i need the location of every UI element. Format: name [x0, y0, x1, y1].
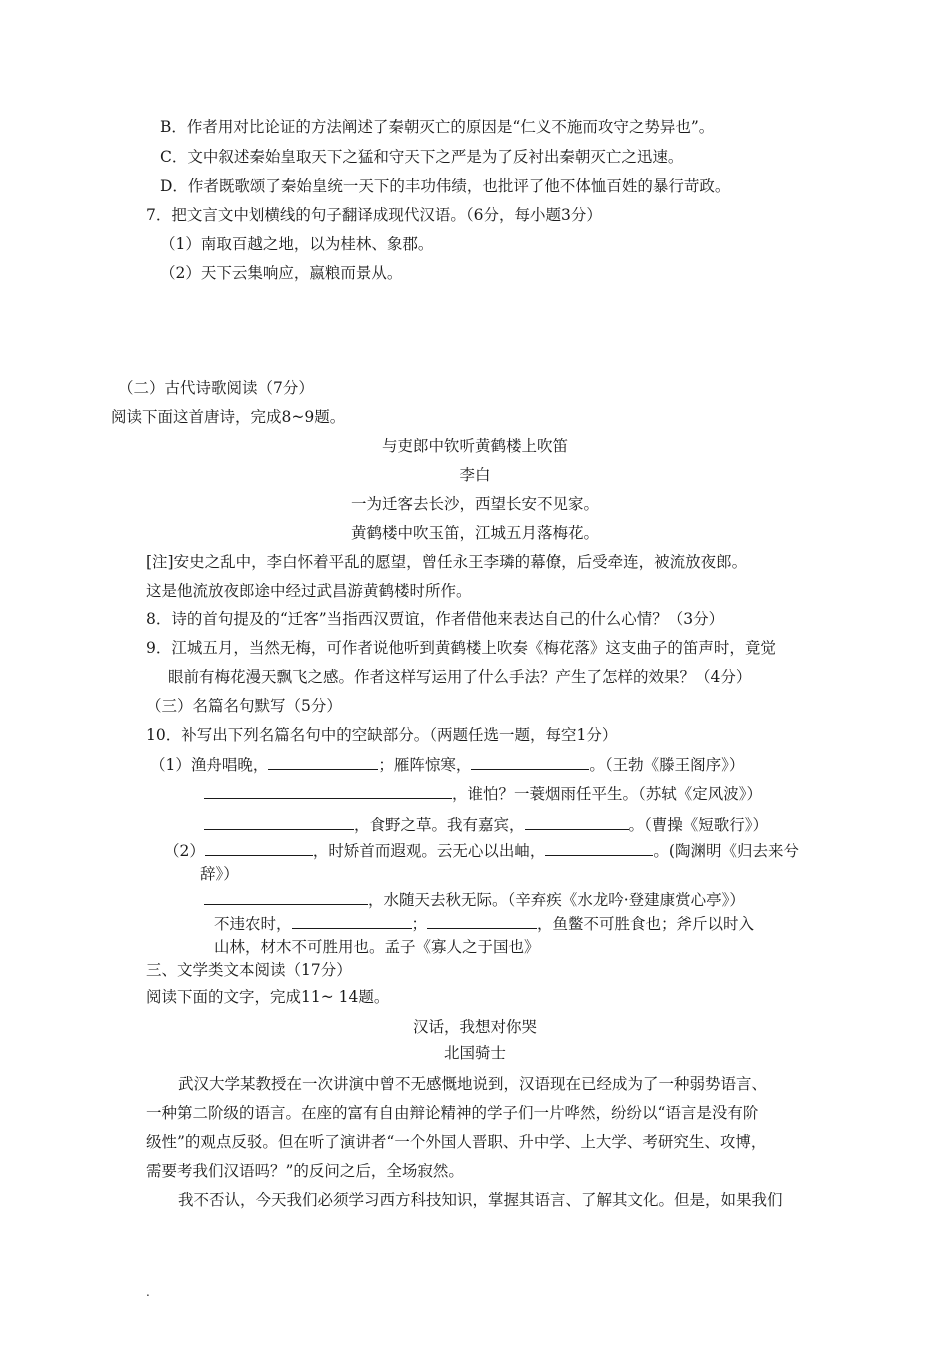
recite-text: 。（曹操《短歌行》）	[628, 816, 769, 834]
q8-stem: 8．诗的首句提及的“迁客”当指西汉贾谊，作者借他来表达自己的什么心情？（3分）	[146, 610, 725, 628]
article-paragraph-1: 需要考我们汉语吗？”的反问之后，全场寂然。	[146, 1162, 464, 1180]
q6-option-b: B．作者用对比论证的方法阐述了秦朝灭亡的原因是“仁义不施而攻守之势异也”。	[160, 118, 715, 136]
literary-heading: 三、文学类文本阅读（17分）	[146, 961, 352, 979]
recite-line-6	[214, 913, 754, 934]
article-paragraph-1: 武汉大学某教授在一次讲演中曾不无感慨地说到，汉语现在已经成为了一种弱势语言、	[178, 1075, 768, 1093]
q6-option-d: D．作者既歌颂了秦始皇统一天下的丰功伟绩，也批评了他不体恤百姓的暴行苛政。	[160, 177, 731, 195]
article-author: 北国骑士	[443, 1044, 506, 1062]
article-paragraph-1: 级性”的观点反驳。但在听了演讲者“一个外国人晋职、升中学、上大学、考研究生、攻博，	[146, 1133, 767, 1151]
poem-note-1: [注]安史之乱中，李白怀着平乱的愿望，曾任永王李璘的幕僚，后受牵连，被流放夜郎。	[146, 553, 748, 571]
recite-text: 。(陶渊明《归去来兮	[653, 842, 799, 860]
recite-text: （1）渔舟唱晚，	[150, 756, 269, 774]
q9-stem-line-2: 眼前有梅花漫天飘飞之感。作者这样写运用了什么手法？产生了怎样的效果？（4分）	[168, 668, 752, 686]
recite-text: ，谁怕？一蓑烟雨任平生。（苏轼《定风波》）	[452, 785, 763, 803]
q7-stem: 7．把文言文中划横线的句子翻译成现代汉语。（6分，每小题3分）	[146, 206, 602, 224]
page-footer-dot: .	[146, 1285, 150, 1299]
article-paragraph-1: 一种第二阶级的语言。在座的富有自由辩论精神的学子们一片哗然，纷纷以“语言是没有阶	[146, 1104, 759, 1122]
answer-blank[interactable]	[204, 889, 368, 905]
recite-line-2	[204, 783, 762, 804]
article-paragraph-2: 我不否认，今天我们必须学习西方科技知识，掌握其语言、了解其文化。但是，如果我们	[178, 1191, 783, 1209]
recite-text: ，食野之草。我有嘉宾，	[354, 816, 525, 834]
q7-sentence-1: （1）南取百越之地，以为桂林、象郡。	[160, 235, 434, 253]
q7-sentence-2: （2）天下云集响应，嬴粮而景从。	[160, 264, 403, 282]
answer-blank[interactable]	[427, 913, 537, 929]
literary-intro: 阅读下面的文字，完成11~ 14题。	[146, 988, 390, 1006]
poetry-heading: （二）古代诗歌阅读（7分）	[118, 379, 314, 397]
poem-note-2: 这是他流放夜郎途中经过武昌游黄鹤楼时所作。	[146, 582, 472, 600]
answer-blank[interactable]	[545, 840, 653, 856]
recite-text: ，水随天去秋无际。（辛弃疾《水龙吟·登建康赏心亭》）	[368, 891, 745, 909]
answer-blank[interactable]	[205, 840, 313, 856]
poem-title: 与吏郎中钦听黄鹤楼上吹笛	[381, 437, 568, 455]
recite-text: ，时矫首而遐观。云无心以出岫，	[312, 842, 546, 860]
poem-line-2: 黄鹤楼中吹玉笛，江城五月落梅花。	[350, 524, 599, 542]
recite-text: ；	[411, 915, 428, 933]
recite-line-4-cont: 辞》）	[200, 865, 239, 883]
recite-line-3	[204, 814, 768, 835]
recite-line-1	[150, 754, 744, 775]
recite-text: （2）	[164, 842, 205, 860]
poem-line-1: 一为迁客去长沙，西望长安不见家。	[350, 495, 599, 513]
poetry-intro: 阅读下面这首唐诗，完成8~9题。	[111, 408, 346, 426]
recite-text: ；雁阵惊寒，	[378, 756, 472, 774]
recite-line-5	[204, 889, 745, 910]
recite-line-4	[164, 840, 799, 861]
q6-option-c: C．文中叙述秦始皇取天下之猛和守天下之严是为了反衬出秦朝灭亡之迅速。	[160, 148, 684, 166]
answer-blank[interactable]	[471, 754, 589, 770]
recite-text: ，鱼鳖不可胜食也；斧斤以时入	[537, 915, 755, 933]
answer-blank[interactable]	[268, 754, 378, 770]
article-title: 汉话，我想对你哭	[412, 1018, 537, 1036]
q9-stem-line-1: 9．江城五月，当然无梅，可作者说他听到黄鹤楼上吹奏《梅花落》这支曲子的笛声时，竟觉	[146, 639, 776, 657]
q10-stem: 10．补写出下列名篇名句中的空缺部分。（两题任选一题，每空1分）	[146, 726, 618, 744]
recite-heading: （三）名篇名句默写（5分）	[146, 697, 342, 715]
answer-blank[interactable]	[525, 814, 629, 830]
recite-text: 不违农时，	[214, 915, 292, 933]
recite-text: 。（王勃《滕王阁序》）	[589, 756, 745, 774]
answer-blank[interactable]	[204, 783, 452, 799]
poem-author: 李白	[459, 466, 491, 484]
recite-line-6-cont: 山林，材木不可胜用也。孟子《寡人之于国也》	[214, 938, 540, 956]
answer-blank[interactable]	[204, 814, 354, 830]
answer-blank[interactable]	[292, 913, 412, 929]
